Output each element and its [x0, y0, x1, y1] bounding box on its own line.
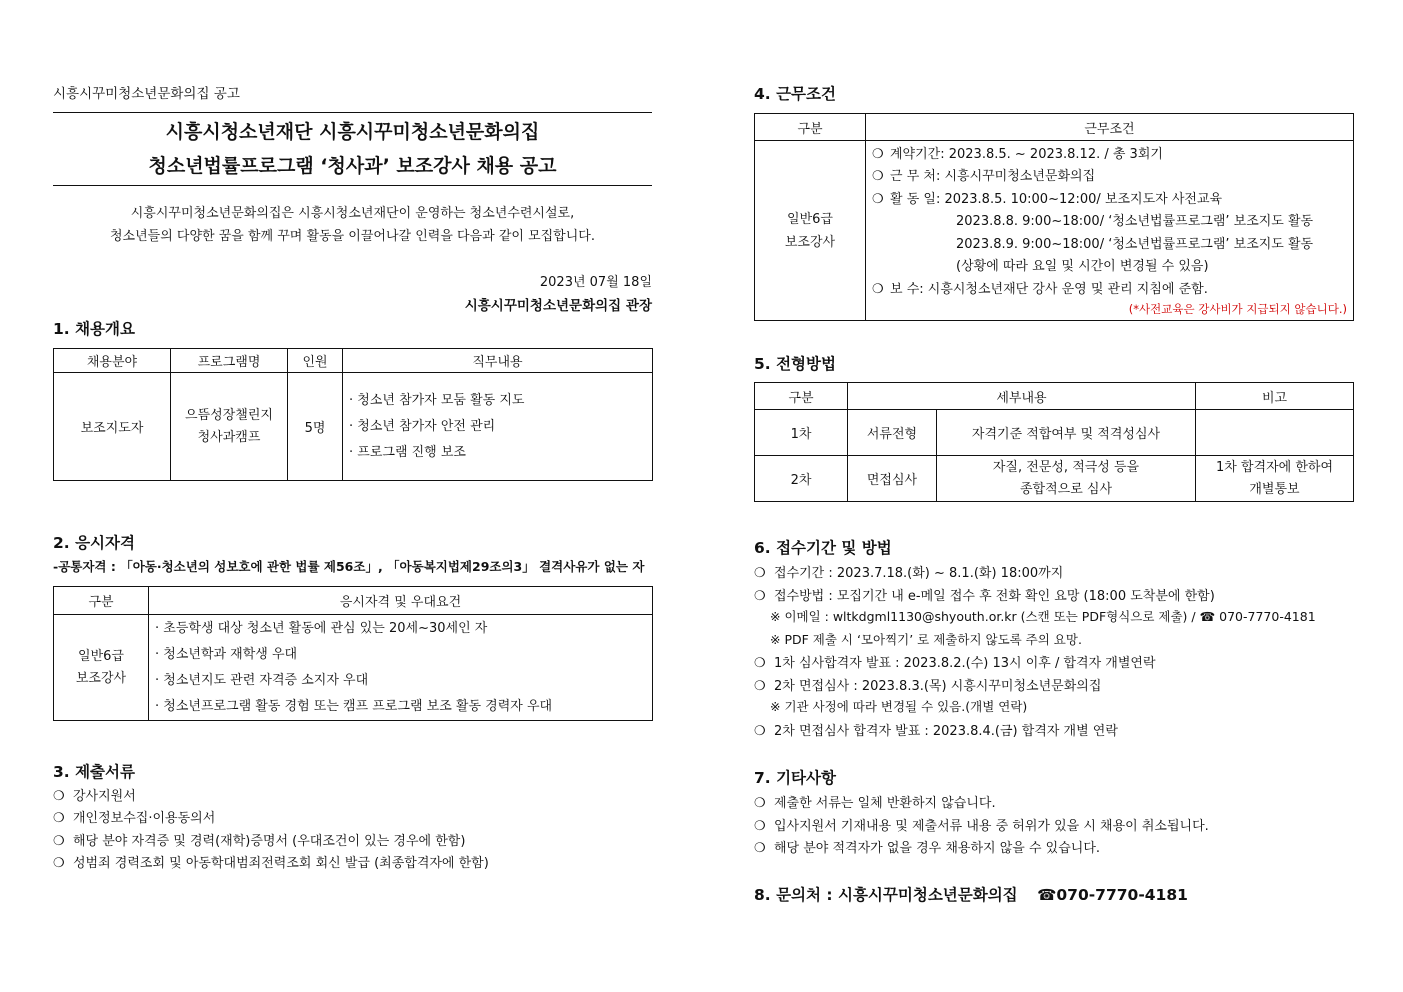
director-signature: 시흥시꾸미청소년문화의집 관장 [464, 298, 652, 314]
pdf-note: ※ PDF 제출 시 ‘모아찍기’ 로 제출하지 않도록 주의 요망. [770, 632, 1082, 647]
section-8-contact [754, 883, 1188, 905]
final-result: ❍ 2차 면접심사 합격자 발표 : 2023.8.4.(금) 합격자 개별 연락 [754, 724, 1118, 739]
circle-bullet-icon: ❍ [53, 856, 65, 871]
duty-item: · 프로그램 진행 보조 [349, 444, 466, 460]
duties-cell [343, 373, 653, 481]
note-cell [1196, 410, 1354, 456]
section-4-title: 4. 근무조건 [754, 85, 836, 103]
section-7-title: 7. 기타사항 [754, 769, 836, 787]
requirement-item: · 초등학생 대상 청소년 활동에 관심 있는 20세~30세인 자 [155, 620, 488, 636]
requirement-item: · 청소년지도 관련 자격증 소지자 우대 [155, 672, 369, 688]
count-cell: 5명 [288, 373, 343, 481]
table-row [755, 410, 1354, 456]
title-line-2: 청소년법률프로그램 ‘청사과’ 보조강사 채용 공고 [148, 155, 557, 177]
work-place: ❍ 근 무 처: 시흥시꾸미청소년문화의집 [872, 166, 1347, 189]
program-line-2: 청사과캠프 [197, 429, 261, 445]
section-6-title: 6. 접수기간 및 방법 [754, 539, 892, 557]
type-line-2: 보조강사 [75, 670, 127, 686]
recruitment-table [53, 348, 653, 481]
application-method: ❍ 접수방법 : 모집기간 내 e-메일 접수 후 전화 확인 요망 (18:00 도착분에 한함) [754, 589, 1215, 604]
detail-cell: 자질, 전문성, 적극성 등을 종합적으로 심사 [937, 456, 1196, 502]
email-note: ※ 이메일 : wltkdgml1130@shyouth.or.kr (스캔 또는 PDF형식으로 제출) / ☎ 070-7770-4181 [770, 609, 1316, 624]
qualification-table [53, 586, 653, 721]
type-cell: 면접심사 [848, 456, 937, 502]
intro-line-1: 시흥시꾸미청소년문화의집은 시흥시청소년재단이 운영하는 청소년수련시설로, [130, 206, 575, 221]
contact-phone: ☎070-7770-4181 [1037, 886, 1188, 904]
second-interview: ❍ 2차 면접심사 : 2023.8.3.(목) 시흥시꾸미청소년문화의집 [754, 679, 1102, 694]
document-item: ❍ 해당 분야 자격증 및 경력(재학)증명서 (우대조건이 있는 경우에 한함) [53, 834, 466, 849]
circle-bullet-icon: ❍ [872, 146, 884, 162]
stage-cell: 1차 [755, 410, 848, 456]
application-period: ❍ 접수기간 : 2023.7.18.(화) ~ 8.1.(화) 18:00까지 [754, 566, 1064, 581]
circle-bullet-icon: ❍ [872, 281, 884, 297]
agency-notice-label: 시흥시꾸미청소년문화의집 공고 [53, 86, 240, 102]
header-note: 비고 [1196, 383, 1354, 410]
circle-bullet-icon: ❍ [754, 796, 766, 811]
selection-table [754, 382, 1354, 502]
second-interview-note: ※ 기관 사정에 따라 변경될 수 있음.(개별 연락) [770, 699, 1028, 714]
contact-title: 8. 문의처 : 시흥시꾸미청소년문화의집 [754, 886, 1018, 904]
title-line-1: 시흥시청소년재단 시흥시꾸미청소년문화의집 [165, 121, 540, 143]
work-day-line: 2023.8.8. 9:00~18:00/ ‘청소년법률프로그램’ 보조지도 활동 [956, 214, 1314, 230]
header-stage: 구분 [755, 383, 848, 410]
header-conditions: 근무조건 [866, 114, 1354, 141]
work-day-note: (상황에 따라 요일 및 시간이 변경될 수 있음) [956, 259, 1209, 275]
section-2-title: 2. 응시자격 [53, 534, 135, 552]
document-item: ❍ 강사지원서 [53, 789, 136, 804]
document-item: ❍ 개인정보수집·이용동의서 [53, 811, 216, 826]
section-1-title: 1. 채용개요 [53, 320, 135, 338]
conditions-cell [866, 141, 1354, 321]
type-cell [54, 615, 149, 721]
requirement-item: · 청소년학과 재학생 우대 [155, 646, 298, 662]
requirements-cell [149, 615, 653, 721]
intro-line-2: 청소년들의 다양한 꿈을 함께 꾸며 활동을 이끌어나갈 인력을 다음과 같이 모집합니다. [110, 229, 595, 244]
requirement-item: · 청소년프로그램 활동 경험 또는 캠프 프로그램 보조 활동 경력자 우대 [155, 698, 553, 714]
circle-bullet-icon: ❍ [754, 679, 766, 694]
note-cell: 1차 합격자에 한하여 개별통보 [1196, 456, 1354, 502]
circle-bullet-icon: ❍ [754, 566, 766, 581]
program-line-1: 으뜸성장챌린지 [185, 407, 273, 423]
work-day-line: 2023.8.9. 9:00~18:00/ ‘청소년법률프로그램’ 보조지도 활동 [956, 236, 1314, 252]
detail-cell: 자격기준 적합여부 및 적격성심사 [937, 410, 1196, 456]
work-days: ❍ 활 동 일: 2023.8.5. 10:00~12:00/ 보조지도자 사전교육 [872, 189, 1347, 212]
document-title [53, 112, 652, 186]
header-type: 구분 [54, 587, 149, 615]
type-line-1: 일반6급 [787, 211, 833, 227]
type-line-1: 일반6급 [78, 648, 124, 664]
intro-paragraph [53, 202, 652, 248]
first-result: ❍ 1차 심사합격자 발표 : 2023.8.2.(수) 13시 이후 / 합격자 개별연락 [754, 656, 1156, 671]
notice-date: 2023년 07월 18일 [539, 275, 652, 290]
circle-bullet-icon: ❍ [754, 656, 766, 671]
header-field: 채용분야 [54, 349, 171, 373]
header-requirements: 응시자격 및 우대요건 [149, 587, 653, 615]
circle-bullet-icon: ❍ [754, 819, 766, 834]
section-5-title: 5. 전형방법 [754, 355, 836, 373]
header-program: 프로그램명 [171, 349, 288, 373]
circle-bullet-icon: ❍ [53, 789, 65, 804]
section-3-title: 3. 제출서류 [53, 763, 135, 781]
type-cell [755, 141, 866, 321]
header-duties: 직무내용 [343, 349, 653, 373]
circle-bullet-icon: ❍ [754, 724, 766, 739]
misc-item: ❍ 해당 분야 적격자가 없을 경우 채용하지 않을 수 있습니다. [754, 841, 1101, 856]
duty-item: · 청소년 참가자 안전 관리 [349, 418, 496, 434]
pay-note: (*사전교육은 강사비가 지급되지 않습니다.) [1128, 302, 1347, 317]
circle-bullet-icon: ❍ [53, 834, 65, 849]
header-type: 구분 [755, 114, 866, 141]
common-qualification: -공통자격 : 「아동·청소년의 성보호에 관한 법률 제56조」, 「아동복지법제29조의3」 결격사유가 없는 자 [53, 559, 645, 574]
header-count: 인원 [288, 349, 343, 373]
circle-bullet-icon: ❍ [872, 169, 884, 185]
duty-item: · 청소년 참가자 모둠 활동 지도 [349, 392, 525, 408]
circle-bullet-icon: ❍ [754, 841, 766, 856]
misc-item: ❍ 입사지원서 기재내용 및 제출서류 내용 중 허위가 있을 시 채용이 취소됩니다. [754, 819, 1209, 834]
circle-bullet-icon: ❍ [872, 191, 884, 207]
stage-cell: 2차 [755, 456, 848, 502]
pay: ❍ 보 수: 시흥시청소년재단 강사 운영 및 관리 지침에 준함. [872, 279, 1347, 302]
type-cell: 서류전형 [848, 410, 937, 456]
program-cell [171, 373, 288, 481]
table-row [755, 456, 1354, 502]
document-item: ❍ 성범죄 경력조회 및 아동학대범죄전력조회 회신 발급 (최종합격자에 한함) [53, 856, 489, 871]
contract-period: ❍ 계약기간: 2023.8.5. ~ 2023.8.12. / 총 3회기 [872, 144, 1347, 167]
circle-bullet-icon: ❍ [53, 811, 65, 826]
type-line-2: 보조강사 [784, 234, 836, 250]
work-conditions-table [754, 113, 1354, 321]
misc-item: ❍ 제출한 서류는 일체 반환하지 않습니다. [754, 796, 996, 811]
header-details: 세부내용 [848, 383, 1196, 410]
circle-bullet-icon: ❍ [754, 589, 766, 604]
field-cell: 보조지도자 [54, 373, 171, 481]
